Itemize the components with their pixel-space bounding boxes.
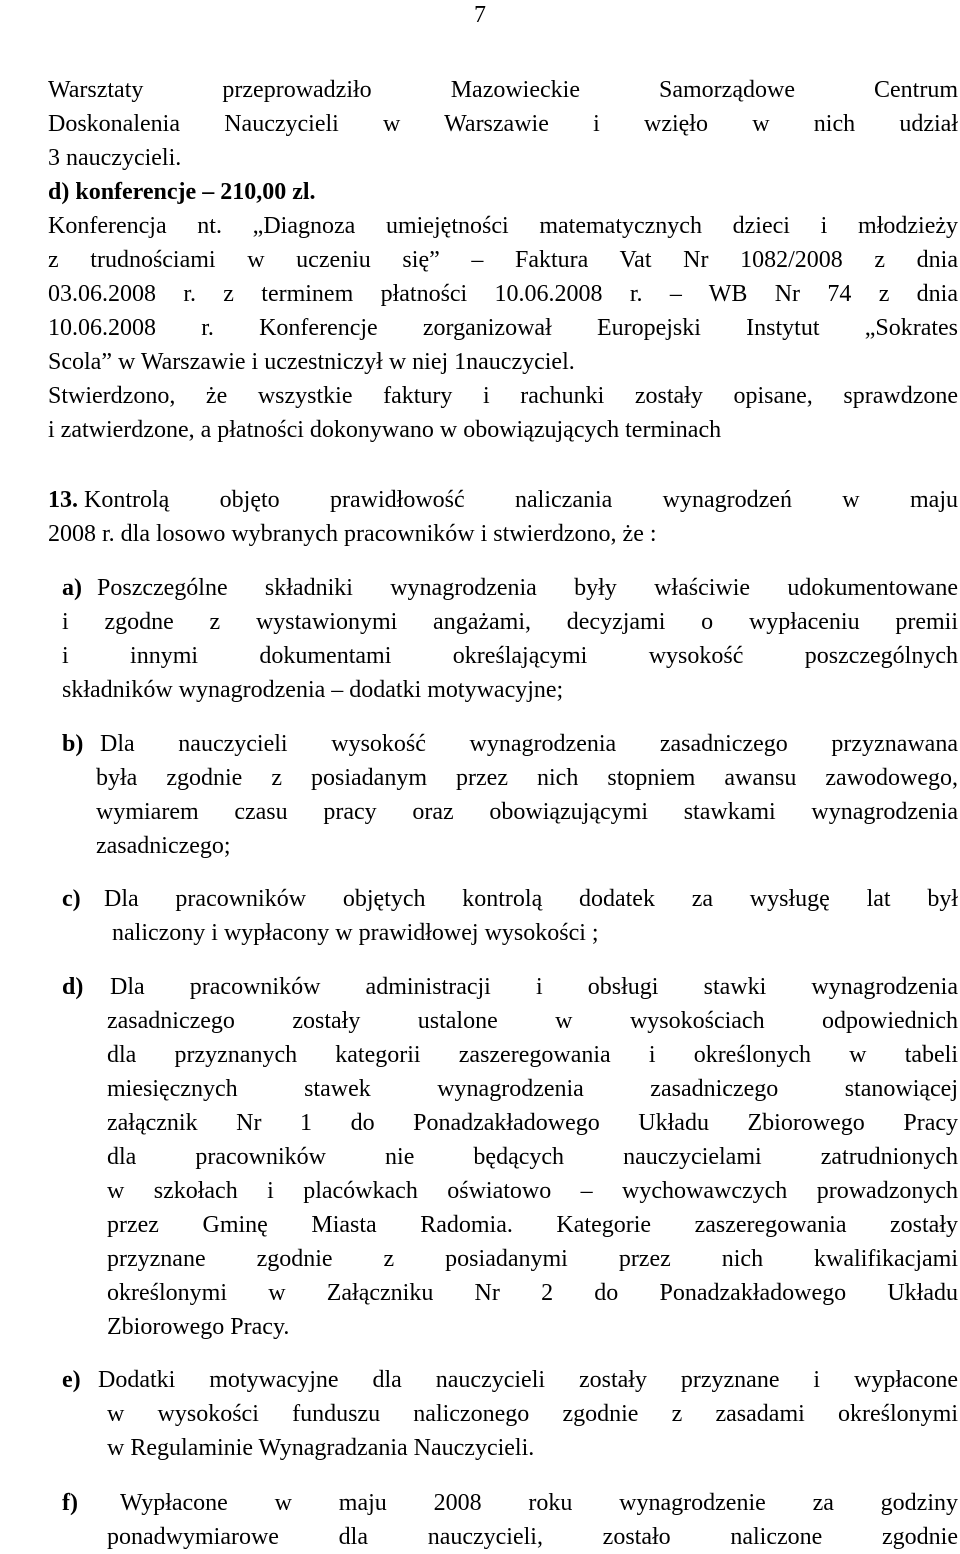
section-number: 13. (48, 487, 78, 513)
item-marker: c) (62, 886, 81, 912)
item-line: naliczony i wypłacony w prawidłowej wysokości ; (112, 920, 599, 946)
item-line: Dla nauczycieli wysokość wynagrodzenia zasadniczego przyznawana (100, 731, 958, 757)
item-line: Poszczególne składniki wynagrodzenia były właściwie udokumentowane (97, 575, 958, 601)
intro-line: Doskonalenia Nauczycieli w Warszawie i wzięło w nich udział (48, 111, 958, 137)
item-line: była zgodnie z posiadanym przez nich stopniem awansu zawodowego, (96, 765, 958, 791)
item-line: Wypłacone w maju 2008 roku wynagrodzenie za godziny (120, 1490, 958, 1516)
intro-line: i zatwierdzone, a płatności dokonywano w obowiązujących terminach (48, 417, 722, 443)
item-line: w szkołach i placówkach oświatowo – wychowawczych prowadzonych (107, 1178, 958, 1204)
item-line: wymiarem czasu pracy oraz obowiązującymi stawkami wynagrodzenia (96, 799, 958, 825)
item-line: Zbiorowego Pracy. (107, 1314, 290, 1340)
intro-line: Konferencja nt. „Diagnoza umiejętności matematycznych dzieci i młodzieży (48, 213, 958, 239)
intro-line: 3 nauczycieli. (48, 145, 182, 171)
item-line: załącznik Nr 1 do Ponadzakładowego Układu Zbiorowego Pracy (107, 1110, 958, 1136)
intro-line: Stwierdzono, że wszystkie faktury i rachunki zostały opisane, sprawdzone (48, 383, 958, 409)
item-line: i zgodne z wystawionymi angażami, decyzjami o wypłaceniu premii (62, 609, 958, 635)
item-line: miesięcznych stawek wynagrodzenia zasadniczego stanowiącej (107, 1076, 958, 1102)
item-line: ponadwymiarowe dla nauczycieli, zostało naliczone zgodnie (107, 1524, 958, 1550)
section-line: Kontrolą objęto prawidłowość naliczania wynagrodzeń w maju (84, 487, 958, 513)
item-line: przyznane zgodnie z posiadanymi przez nich kwalifikacjami (107, 1246, 958, 1272)
page-number: 7 (474, 2, 486, 28)
item-line: w Regulaminie Wynagradzania Nauczycieli. (107, 1435, 535, 1461)
intro-line: d) konferencje – 210,00 zl. (48, 179, 316, 205)
item-line: dla przyznanych kategorii zaszeregowania i określonych w tabeli (107, 1042, 958, 1068)
item-line: w wysokości funduszu naliczonego zgodnie z zasadami określonymi (107, 1401, 958, 1427)
item-marker: b) (62, 731, 84, 757)
intro-line: 10.06.2008 r. Konferencje zorganizował Europejski Instytut „Sokrates (48, 315, 958, 341)
item-line: zasadniczego zostały ustalone w wysokościach odpowiednich (107, 1008, 958, 1034)
item-line: zasadniczego; (96, 833, 231, 859)
intro-line: Scola” w Warszawie i uczestniczył w niej 1nauczyciel. (48, 349, 575, 375)
item-marker: e) (62, 1367, 81, 1393)
intro-line: Warsztaty przeprowadziło Mazowieckie Samorządowe Centrum (48, 77, 958, 103)
item-marker: a) (62, 575, 82, 601)
item-line: Dodatki motywacyjne dla nauczycieli zostały przyznane i wypłacone (98, 1367, 958, 1393)
item-marker: d) (62, 974, 84, 1000)
intro-line: 03.06.2008 r. z terminem płatności 10.06.2008 r. – WB Nr 74 z dnia (48, 281, 958, 307)
item-marker: f) (62, 1490, 78, 1516)
section-line: 2008 r. dla losowo wybranych pracowników i stwierdzono, że : (48, 521, 657, 547)
item-line: przez Gminę Miasta Radomia. Kategorie zaszeregowania zostały (107, 1212, 958, 1238)
item-line: dla pracowników nie będących nauczycielami zatrudnionych (107, 1144, 958, 1170)
item-line: składników wynagrodzenia – dodatki motywacyjne; (62, 677, 564, 703)
item-line: i innymi dokumentami określającymi wysokość poszczególnych (62, 643, 958, 669)
item-line: określonymi w Załączniku Nr 2 do Ponadzakładowego Układu (107, 1280, 958, 1306)
intro-line: z trudnościami w uczeniu się” – Faktura Vat Nr 1082/2008 z dnia (48, 247, 958, 273)
item-line: Dla pracowników administracji i obsługi stawki wynagrodzenia (110, 974, 958, 1000)
item-line: Dla pracowników objętych kontrolą dodatek za wysługę lat był (104, 886, 958, 912)
